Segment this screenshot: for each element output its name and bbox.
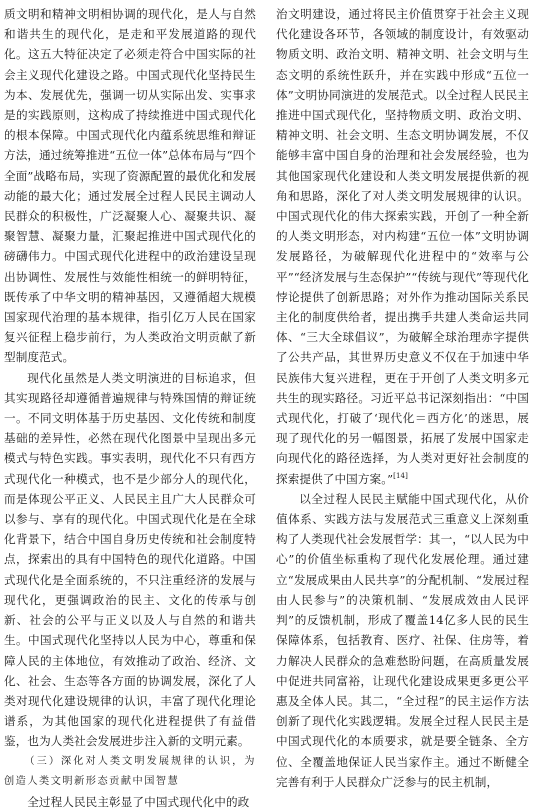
paragraph-text: 治文明建设，通过将民主价值贯穿于社会主义现代化建设各环节，各领域的制度设计，有效驱动物质文明、政治文明、精神文明、社会文明与生态文明的系统性跃升，并在实践中形成“五位一体”文明协同演进的发展范式。以全过程人民民主推进中国式现代化，坚持物质文明、政治文明、精神文明、社会文明、生态文明协调发展，不仅能够丰富中国自身的治理和社会发展经验，也为其他国家现代化建设和人类文明发展提供新的视角和思路，深化了对人类文明发展规律的认识。中国式现代化的伟大探索实践，开创了一种全新的人类文明形态，对内构建“五位一体”文明协调发展路径，为破解现代化进程中的“效率与公平”“经济发展与生态保护”“传统与现代”等现代化悖论提供了创新思路；对外作为推动国际关系民主化的制度供给者，提出携手共建人类命运共同体、“三大全球倡议”，为破解全球治理赤字提供了公共产品，其世界历史意义不仅在于加速中华民族伟大复兴进程，更在于开创了人类文明多元共生的现实路径。习近平总书记深刻指出：“中国式现代化，打破了‘现代化＝西方化’的迷思，展现了现代化的另一幅图景，拓展了发展中国家走向现代化的路径选择，为人类对更好社会制度的探索提供了中国方案。” [276,7,529,486]
paragraph: 全过程人民民主彰显了中国式现代化中的政 [27,794,250,809]
footnote-marker: [14] [393,471,408,480]
left-column [4,4,256,812]
paragraph: 以全过程人民民主赋能中国式现代化，从价值体系、实践方法与发展范式三重意义上深刻重构了人类现代社会发展哲学：其一，“以人民为中心”的价值坐标重构了现代化发展伦理。通过建立“发展成果由人民共享”的分配机制、“发展过程由人民参与”的决策机制、“发展成效由人民评判”的反馈机制，形成了覆盖14亿多人民的民生保障体系，包括教育、医疗、社保、住房等，着力解决人民群众的急难愁盼问题，在高质量发展中促进共同富裕，让现代化建设成果更多更公平惠及全体人民。其二，“全过程”的民主运作方法创新了现代化实践逻辑。发展全过程人民民主是中国式现代化的本质要求，就是要全链条、全方位、全覆盖地保证人民当家作主。通过不断健全完善有利于人民群众广泛参与的民主机制， [276,491,529,789]
right-column [276,4,529,792]
paragraph: 现代化虽然是人类文明演进的目标追求，但其实现路径却遵循普遍规律与特殊国情的辩证统一。不同文明体基于历史基因、文化传统和制度基础的差异性，必然在现代化图景中呈现出多元模式与特色实践。事实表明，现代化不只有西方式现代化一种模式，也不是少部分人的现代化，而是体现公平正义、人民民主且广大人民群众可以参与、享有的现代化。中国式现代化是在全球化背景下，结合中国自身历史传统和社会制度特点，探索出的具有中国特色的现代化道路。中国式现代化是全面系统的，不只注重经济的发展与现代化，更强调政治的民主、文化的传承与创新、社会的公平与正义以及人与自然的和谐共生。中国式现代化坚持以人民为中心，尊重和保障人民的主体地位，有效推动了政治、经济、文化、社会、生态等各方面的协调发展，深化了人类对现代化建设规律的认识，丰富了现代化理论谱系，为其他国家的现代化进程提供了有益借鉴，也为人类社会发展进步注入新的文明元素。 [4,370,256,749]
paragraph: 质文明和精神文明相协调的现代化，是人与自然和谐共生的现代化，是走和平发展道路的现代化。这五大特征决定了必须走符合中国实际的社会主义现代化建设之路。中国式现代化坚持民生为本、发展优先，强调一切从实际出发、实事求是的实践原则，这构成了持续推进中国式现代化的根本保障。中国式现代化内蕴系统思维和辩证方法，通过统筹推进“五位一体”总体布局与“四个全面”战略布局，实现了资源配置的最优化和发展动能的最大化；通过发展全过程人民民主调动人民群众的积极性，广泛凝聚人心、凝聚共识、凝聚智慧、凝聚力量，汇聚起推进中国式现代化的磅礴伟力。中国式现代化进程中的政治建设呈现出协调性、发展性与效能性相统一的鲜明特征，既传承了中华文明的精神基因，又遵循超大规模国家现代治理的基本规律，指引亿万人民在国家复兴征程上稳步前行，为人类政治文明贡献了新型制度范式。 [4,7,256,365]
section-heading: （三）深化对人类文明发展规律的认识，为创造人类文明新形态贡献中国智慧 [4,755,256,787]
paragraph [276,4,529,489]
